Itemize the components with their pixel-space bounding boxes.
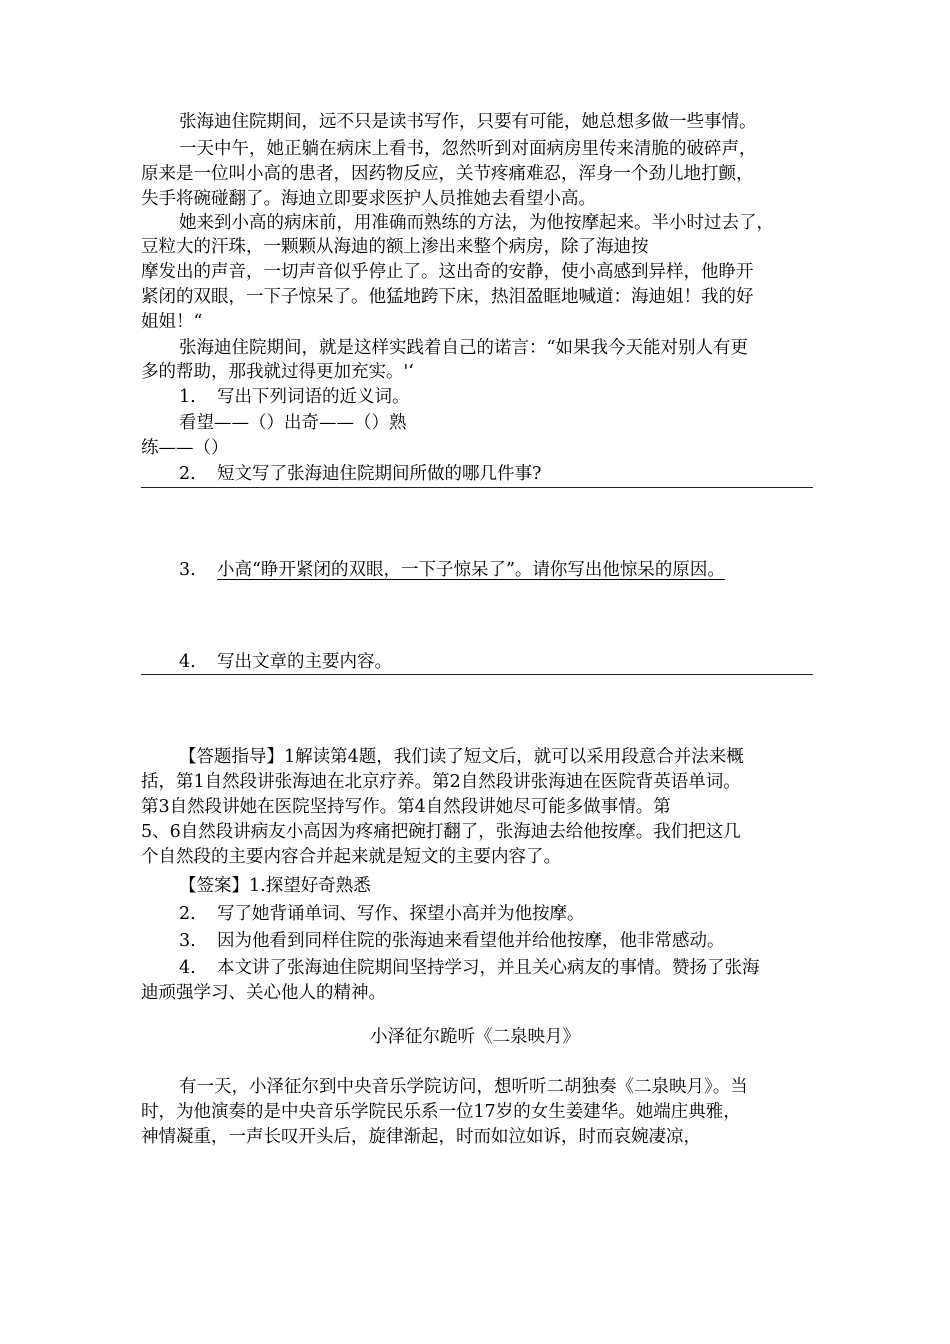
passage-paragraph-3-line-2: 豆粒大的汗珠，一颗颗从海迪的额上渗出来整个病房，除了海迪按 [141,237,649,257]
passage-paragraph-3-line-1: 她来到小高的病床前，用准确而熟练的方法，为他按摩起来。半小时过去了， [179,213,774,233]
story-line-2: 时，为他演奏的是中央音乐学院民乐系一位17岁的女生姜建华。她端庄典雅， [141,1102,741,1122]
passage-paragraph-2-line-1: 一天中午，她正躺在病床上看书，忽然听到对面病房里传来清脆的破碎声， [179,139,757,159]
answer-line-question-4 [141,674,813,675]
question-4 [179,650,813,674]
question-3-text: 小高“睁开紧闭的双眼，一下子惊呆了”。请你写出他惊呆的原因。 [217,560,725,580]
answer-line-question-2 [141,487,813,488]
answer-4-text-line-2: 迪顽强学习、关心他人的精神。 [141,983,386,1003]
question-2-text: 短文写了张海迪住院期间所做的哪几件事? [217,464,542,484]
answer-4-text-line-1: 本文讲了张海迪住院期间坚持学习，并且关心病友的事情。赞扬了张海 [217,958,760,978]
answer-3-text: 因为他看到同样住院的张海迪来看望他并给他按摩，他非常感动。 [217,931,725,951]
guide-line-3: 第3自然段讲她在医院坚持写作。第4自然段讲她尽可能多做事情。第 [141,797,671,817]
passage-paragraph-3-line-5: 姐姐！“ [141,312,203,332]
guide-line-1: 【答题指导】1解读第4题，我们读了短文后，就可以采用段意合并法来概 [179,747,744,767]
passage-paragraph-3-line-4: 紧闭的双眼，一下子惊呆了。他猛地跨下床，热泪盈眶地喊道：海迪姐！我的好 [141,287,754,307]
answer-2-number: 2. [179,904,196,924]
question-3-number: 3. [179,560,196,580]
passage-paragraph-2-line-3: 失手将碗碰翻了。海迪立即要求医护人员推她去看望小高。 [141,189,596,209]
question-4-text: 写出文章的主要内容。 [217,652,392,672]
question-2 [179,462,813,486]
question-1 [179,385,813,409]
guide-line-5: 个自然段的主要内容合并起来就是短文的主要内容了。 [141,847,561,867]
answer-4 [179,956,813,980]
answer-3 [179,929,813,953]
question-1-blanks-line-1: 看望——（）出奇——（）熟 [179,413,407,433]
story-title: 小泽征尔跪听《二泉映月》 [370,1027,580,1047]
question-1-text: 写出下列词语的近义词。 [217,387,410,407]
answer-3-number: 3. [179,931,196,951]
passage-paragraph-3-line-3: 摩发出的声音，一切声音似乎停止了。这出奇的安静，使小高感到异样，他睁开 [141,262,754,282]
story-line-3: 神情凝重，一声长叹开头后，旋律渐起，时而如泣如诉，时而哀婉凄凉， [141,1127,701,1147]
answer-2-text: 写了她背诵单词、写作、探望小高并为他按摩。 [217,904,585,924]
passage-paragraph-1: 张海迪住院期间，远不只是读书写作，只要有可能，她总想多做一些事情。 [179,112,757,132]
passage-paragraph-2-line-2: 原来是一位叫小高的患者，因药物反应，关节疼痛难忍，浑身一个劲儿地打颤， [141,164,754,184]
answer-4-number: 4. [179,958,196,978]
question-1-number: 1. [179,387,196,407]
question-4-number: 4. [179,652,196,672]
guide-line-4: 5、6自然段讲病友小高因为疼痛把碗打翻了，张海迪去给他按摩。我们把这几 [141,822,741,842]
guide-line-2: 括，第1自然段讲张海迪在北京疗养。第2自然段讲张海迪在医院背英语单词。 [141,772,741,792]
question-1-blanks-line-2: 练——（） [141,438,229,458]
answer-2 [179,902,813,926]
passage-paragraph-4-line-1: 张海迪住院期间，就是这样实践着自己的诺言：“如果我今天能对别人有更 [179,338,748,358]
question-3 [179,558,813,582]
answer-1: 【签案】1.探望好奇熟悉 [179,876,371,896]
passage-paragraph-4-line-2: 多的帮助，那我就过得更加充实。'‘ [141,362,414,382]
question-2-number: 2. [179,464,196,484]
story-line-1: 有一天，小泽征尔到中央音乐学院访问，想听听二胡独奏《二泉映月》。当 [179,1077,748,1097]
